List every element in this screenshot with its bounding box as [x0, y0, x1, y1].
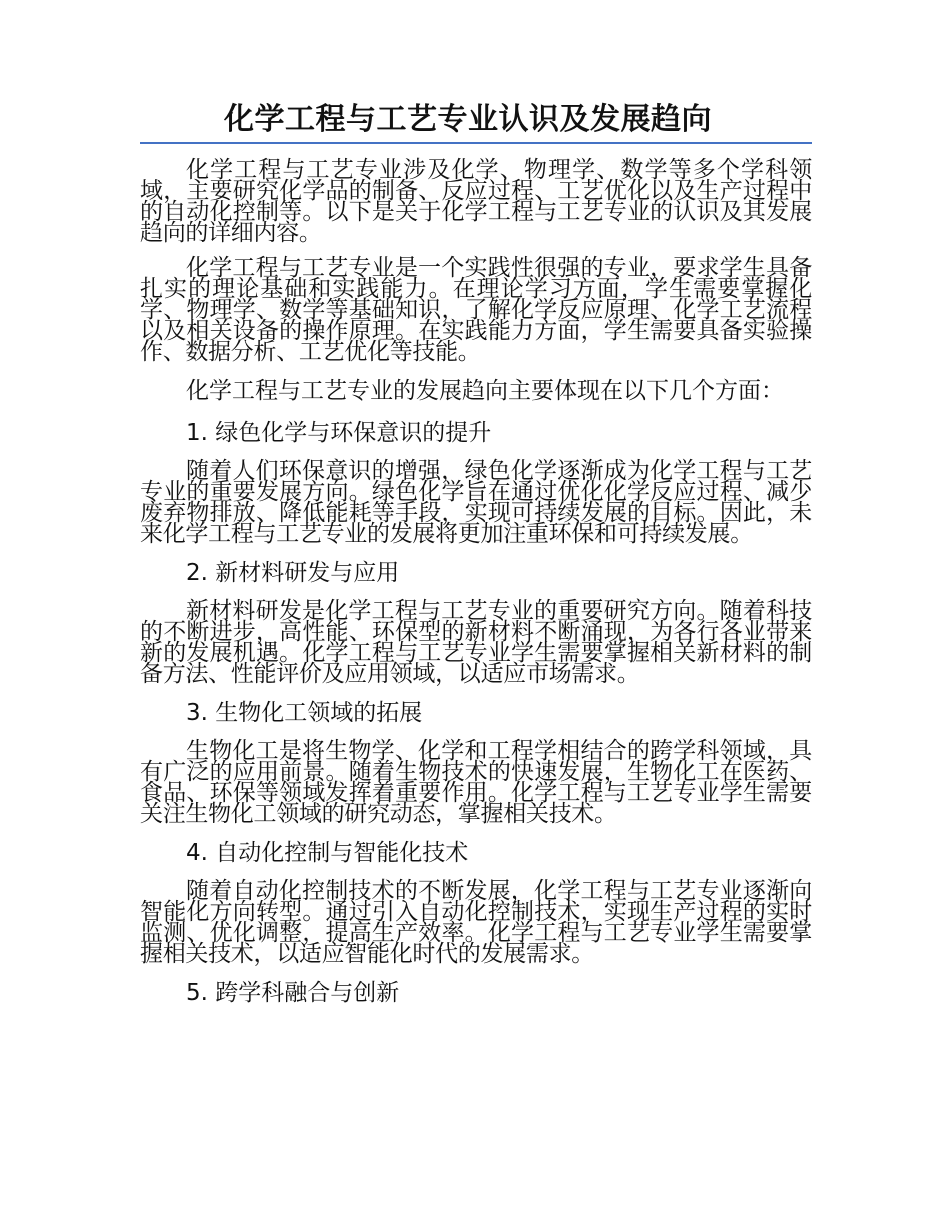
- document-title: 化学工程与工艺专业认识及发展趋向: [224, 102, 712, 137]
- section-paragraph-4: 随着自动化控制技术的不断发展，化学工程与工艺专业逐渐向智能化方向转型。通过引入自动化控制技术，实现生产过程的实时监测、优化调整，提高生产效率。化学工程与工艺专业学生需要掌握相关技术，以适应智能化时代的发展需求。: [140, 878, 812, 967]
- section-heading-5: 5. 跨学科融合与创新: [186, 980, 400, 1006]
- section-heading-3: 3. 生物化工领域的拓展: [186, 700, 423, 726]
- title-underline: [140, 142, 812, 144]
- document-page: [140, 100, 812, 1021]
- practice-paragraph: 化学工程与工艺专业是一个实践性很强的专业，要求学生具备扎实的理论基础和实践能力。在理论学习方面，学生需要掌握化学、物理学、数学等基础知识，了解化学反应原理、化学工艺流程以及相关设备的操作原理。在实践能力方面，学生需要具备实验操作、数据分析、工艺优化等技能。: [140, 255, 812, 365]
- section-heading-4: 4. 自动化控制与智能化技术: [186, 840, 469, 866]
- document-body: [140, 157, 812, 1007]
- section-paragraph-3: 生物化工是将生物学、化学和工程学相结合的跨学科领域，具有广泛的应用前景。随着生物技术的快速发展，生物化工在医药、食品、环保等领域发挥着重要作用。化学工程与工艺专业学生需要关注生物化工领域的研究动态，掌握相关技术。: [140, 738, 812, 827]
- section-heading-1: 1. 绿色化学与环保意识的提升: [186, 420, 492, 446]
- section-heading-2: 2. 新材料研发与应用: [186, 560, 400, 586]
- trends-intro: 化学工程与工艺专业的发展趋向主要体现在以下几个方面：: [186, 378, 784, 404]
- section-paragraph-1: 随着人们环保意识的增强，绿色化学逐渐成为化学工程与工艺专业的重要发展方向。绿色化学旨在通过优化化学反应过程、减少废弃物排放、降低能耗等手段，实现可持续发展的目标。因此，未来化学工程与工艺专业的发展将更加注重环保和可持续发展。: [140, 458, 812, 547]
- section-paragraph-2: 新材料研发是化学工程与工艺专业的重要研究方向。随着科技的不断进步，高性能、环保型的新材料不断涌现，为各行各业带来新的发展机遇。化学工程与工艺专业学生需要掌握相关新材料的制备方法、性能评价及应用领域，以适应市场需求。: [140, 598, 812, 687]
- intro-paragraph: 化学工程与工艺专业涉及化学、物理学、数学等多个学科领域，主要研究化学品的制备、反应过程、工艺优化以及生产过程中的自动化控制等。以下是关于化学工程与工艺专业的认识及其发展趋向的详细内容。: [140, 157, 812, 246]
